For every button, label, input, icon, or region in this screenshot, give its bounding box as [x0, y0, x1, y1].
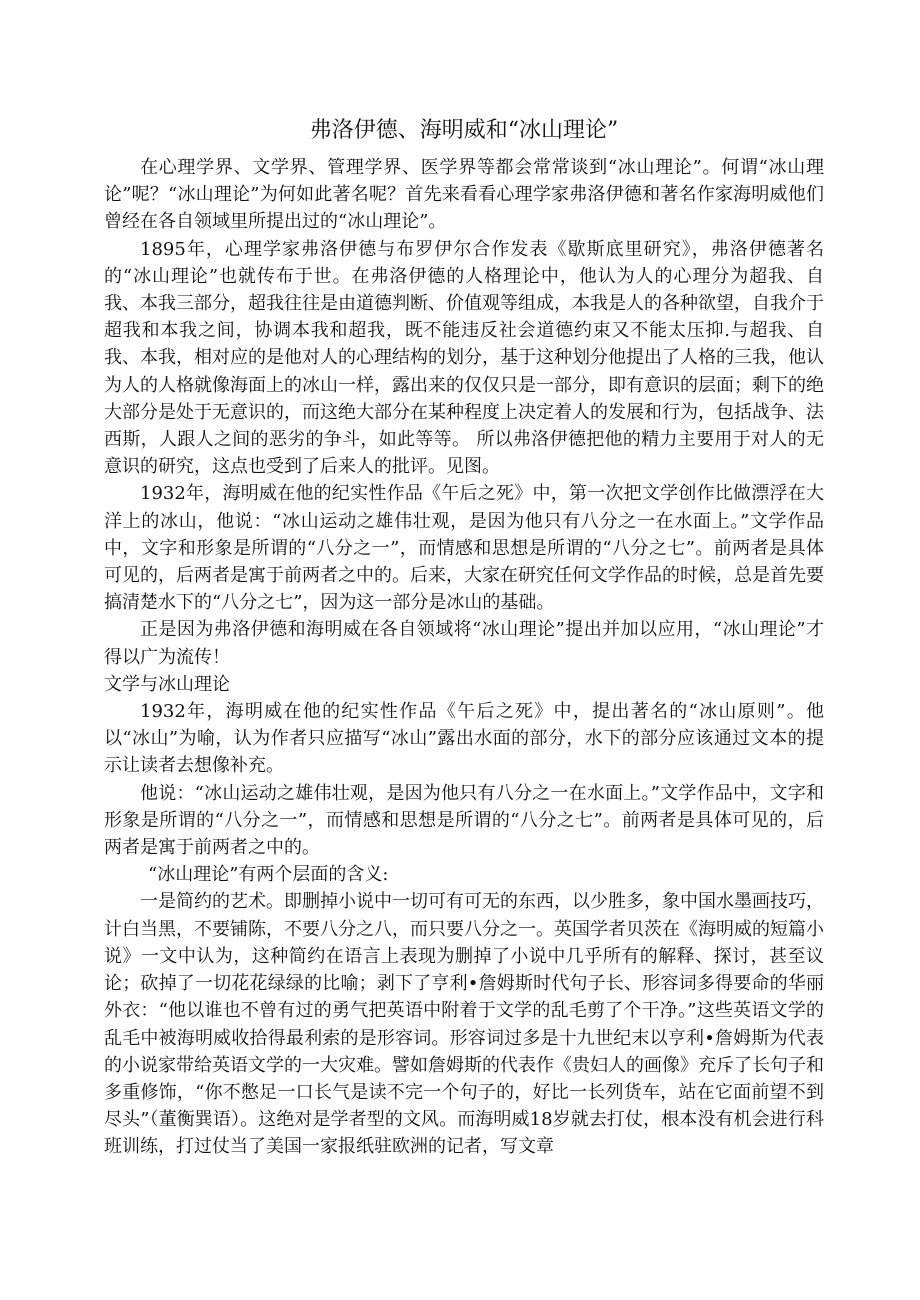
paragraph-iceberg-principle: 1932年，海明威在他的纪实性作品《午后之死》中，提出著名的“冰山原则”。他以“冰山”为喻，认为作者只应描写“冰山”露出水面的部分，水下的部分应该通过文本的提示让读者去想像补充。	[104, 701, 824, 777]
paragraph-intro: 在心理学界、文学界、管理学界、医学界等都会常常谈到“冰山理论”。何谓“冰山理论”呢？“冰山理论”为何如此著名呢？首先来看看心理学家弗洛伊德和著名作家海明威他们曾经在各自领域里所提出过的“冰山理论”。	[104, 157, 824, 233]
paragraph-simplicity: 一是简约的艺术。即删掉小说中一切可有可无的东西，以少胜多，象中国水墨画技巧，计白当黑，不要铺陈，不要八分之八，而只要八分之一。英国学者贝茨在《海明威的短篇小说》一文中认为，这种简约在语言上表现为删掉了小说中几乎所有的解释、探讨，甚至议论；砍掉了一切花花绿绿的比喻；剥下了亨利•詹姆斯时代句子长、形容词多得要命的华丽外衣：“他以谁也不曾有过的勇气把英语中附着于文学的乱毛剪了个干净。”这些英语文学的乱毛中被海明威收拾得最利索的是形容词。形容词过多是十九世纪末以亨利•詹姆斯为代表的小说家带给英语文学的一大灾难。譬如詹姆斯的代表作《贵妇人的画像》充斥了长句子和多重修饰，“你不憋足一口长气是读不完一个句子的，好比一长列货车，站在它面前望不到尽头”（董衡巽语）。这绝对是学者型的文风。而海明威18岁就去打仗，根本没有机会进行科班训练，打过仗当了美国一家报纸驻欧洲的记者，写文章	[104, 891, 824, 1158]
document-page	[104, 108, 824, 1161]
section-heading: 文学与冰山理论	[104, 673, 230, 695]
paragraph-conclusion: 正是因为弗洛伊德和海明威在各自领域将“冰山理论”提出并加以应用，“冰山理论”才得以广为流传！	[104, 619, 824, 668]
paragraph-two-levels: “冰山理论”有两个层面的含义:	[148, 864, 389, 886]
paragraph-hemingway: 1932年，海明威在他的纪实性作品《午后之死》中，第一次把文学创作比做漂浮在大洋上的冰山，他说：“冰山运动之雄伟壮观，是因为他只有八分之一在水面上。”文学作品中，文字和形象是所谓的“八分之一”，而情感和思想是所谓的“八分之七”。前两者是具体可见的，后两者是寓于前两者之中的。后来，大家在研究任何文学作品的时候，总是首先要搞清楚水下的“八分之七”，因为这一部分是冰山的基础。	[104, 483, 824, 614]
document-title: 弗洛伊德、海明威和“冰山理论”	[309, 118, 619, 143]
paragraph-freud: 1895年，心理学家弗洛伊德与布罗伊尔合作发表《歇斯底里研究》，弗洛伊德著名的“冰山理论”也就传布于世。在弗洛伊德的人格理论中，他认为人的心理分为超我、自我、本我三部分，超我往往是由道德判断、价值观等组成，本我是人的各种欲望，自我介于超我和本我之间，协调本我和超我，既不能违反社会道德约束又不能太压抑.与超我、自我、本我，相对应的是他对人的心理结构的划分，基于这种划分他提出了人格的三我，他认为人的人格就像海面上的冰山一样，露出来的仅仅只是一部分，即有意识的层面；剩下的绝大部分是处于无意识的，而这绝大部分在某种程度上决定着人的发展和行为，包括战争、法西斯，人跟人之间的恶劣的争斗，如此等等。 所以弗洛伊德把他的精力主要用于对人的无意识的研究，这点也受到了后来人的批评。见图。	[104, 238, 824, 478]
paragraph-quote: 他说：“冰山运动之雄伟壮观，是因为他只有八分之一在水面上。”文学作品中，文字和形象是所谓的“八分之一”，而情感和思想是所谓的“八分之七”。前两者是具体可见的，后两者是寓于前两者之中的。	[104, 782, 824, 859]
